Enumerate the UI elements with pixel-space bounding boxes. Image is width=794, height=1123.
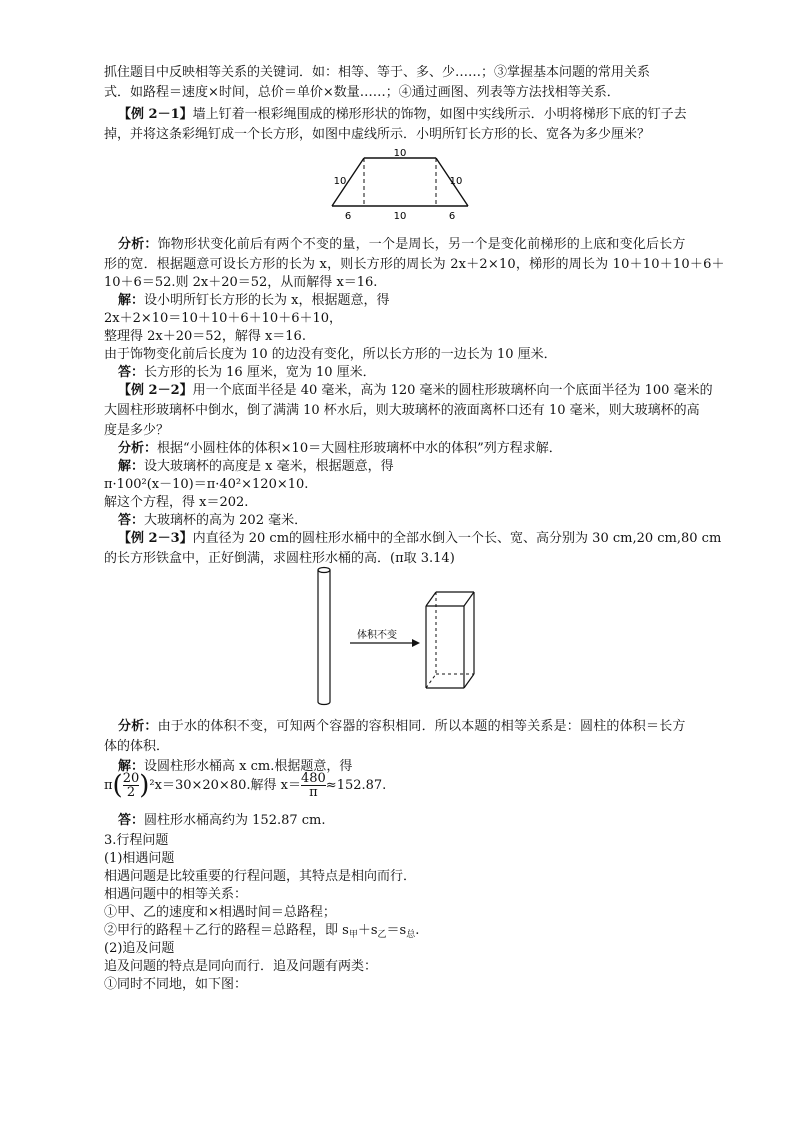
section-heading: 3.行程问题: [104, 833, 169, 848]
text-line: ①同时不同地，如下图：: [104, 977, 248, 992]
subsection-heading: (1)相遇问题: [104, 851, 175, 866]
arrow-label: 体积不变: [357, 630, 397, 641]
text-line: 体的体积．: [104, 739, 170, 754]
example-2-1: 【例 2－1】墙上钉着一根彩绳围成的梯形形状的饰物，如图中实线所示．小明将梯形下底的钉子去: [118, 107, 687, 122]
analysis-2-2: 分析：根据“小圆柱体的体积×10＝大圆柱形玻璃杯中水的体积”列方程求解．: [118, 441, 562, 456]
fraction: $\frac{480}{\pi}$: [300, 771, 326, 800]
cylinder-box-figure: [300, 562, 500, 712]
text-line: 大圆柱形玻璃杯中倒水，倒了满满 10 杯水后，则大玻璃杯的液面离杯口还有 10 毫米，则大玻璃杯的高: [104, 403, 700, 418]
text-line: 由于饰物变化前后长度为 10 的边没有变化，所以长方形的一边长为 10 厘米．: [104, 347, 557, 362]
example-tag: 【例 2－1】: [118, 107, 193, 122]
example-2-3: 【例 2－3】内直径为 20 cm的圆柱形水桶中的全部水倒入一个长、宽、高分别为 30 cm,20 cm,80 cm: [118, 531, 722, 546]
text-line: 10＋6＝52.则 2x＋20＝52，从而解得 x＝16.: [104, 275, 378, 290]
text-line: 形的宽．根据题意可设长方形的长为 x，则长方形的周长为 2x＋2×10，梯形的周长为 10＋10＋10＋6＋: [104, 257, 725, 272]
bottom-left-label: 6: [344, 211, 352, 222]
bottom-mid-label: 10: [393, 211, 407, 222]
analysis-2-1: 分析：饰物形状变化前后有两个不变的量，一个是周长，另一个是变化前梯形的上底和变化后长方: [118, 237, 686, 252]
text-line: 抓住题目中反映相等关系的关键词．如：相等、等于、多、少……；③掌握基本问题的常用关系: [104, 65, 651, 80]
text-line: 追及问题的特点是同向而行．追及问题有两类：: [104, 959, 378, 974]
text-line: 相遇问题中的相等关系：: [104, 887, 248, 902]
text-line: 度是多少？: [104, 423, 170, 438]
solution-2-2: 解：设大玻璃杯的高度是 x 毫米，根据题意，得: [118, 459, 394, 474]
fraction: $\frac{20}{2}$: [122, 771, 140, 800]
text-line: ①甲、乙的速度和×相遇时间＝总路程；: [104, 905, 336, 920]
equation-line: π( $\frac{20}{2}$ )²x＝30×20×80.解得 x＝ $\frac{480}{\pi}$ ≈152.87.: [104, 770, 387, 801]
left-label: 10: [333, 176, 347, 187]
right-label: 10: [449, 176, 463, 187]
top-label: 10: [393, 148, 407, 159]
analysis-2-3: 分析：由于水的体积不变，可知两个容器的容积相同．所以本题的相等关系是：圆柱的体积＝长方: [118, 719, 686, 734]
solution-2-3: 解：设圆柱形水桶高 x cm.根据题意，得: [118, 759, 353, 774]
answer-2-3: 答：圆柱形水桶高约为 152.87 cm.: [118, 813, 326, 828]
text-line: 掉，并将这条彩绳钉成一个长方形，如图中虚线所示．小明所钉长方形的长、宽各为多少厘米？: [104, 127, 651, 142]
answer-2-1: 答：长方形的长为 16 厘米，宽为 10 厘米．: [118, 365, 376, 380]
text-line: 2x＋2×10＝10＋10＋6＋10＋6＋10，: [104, 311, 343, 326]
subsection-heading: (2)追及问题: [104, 941, 175, 956]
example-2-2: 【例 2－2】用一个底面半径是 40 毫米，高为 120 毫米的圆柱形玻璃杯向一个底面半径为 100 毫米的: [118, 383, 713, 398]
text-line: π·100²(x－10)＝π·40²×120×10.: [104, 477, 309, 492]
text-line: ②甲行的路程＋乙行的路程＝总路程，即 $s_甲+s_乙=s_总$.: [104, 923, 420, 940]
trapezoid-figure: [322, 146, 472, 226]
answer-2-2: 答：大玻璃杯的高为 202 毫米．: [118, 513, 308, 528]
text-line: 解这个方程，得 x＝202.: [104, 495, 249, 510]
text-line: 相遇问题是比较重要的行程问题，其特点是相向而行．: [104, 869, 417, 884]
text-line: 的长方形铁盒中，正好倒满，求圆柱形水桶的高．(π取 3.14): [104, 551, 455, 566]
solution-2-1: 解：设小明所钉长方形的长为 x，根据题意，得: [118, 293, 390, 308]
text-line: 整理得 2x＋20＝52，解得 x＝16.: [104, 329, 306, 344]
text-line: 式．如路程＝速度×时间，总价＝单价×数量……；④通过画图、列表等方法找相等关系．: [104, 85, 620, 100]
bottom-right-label: 6: [448, 211, 456, 222]
